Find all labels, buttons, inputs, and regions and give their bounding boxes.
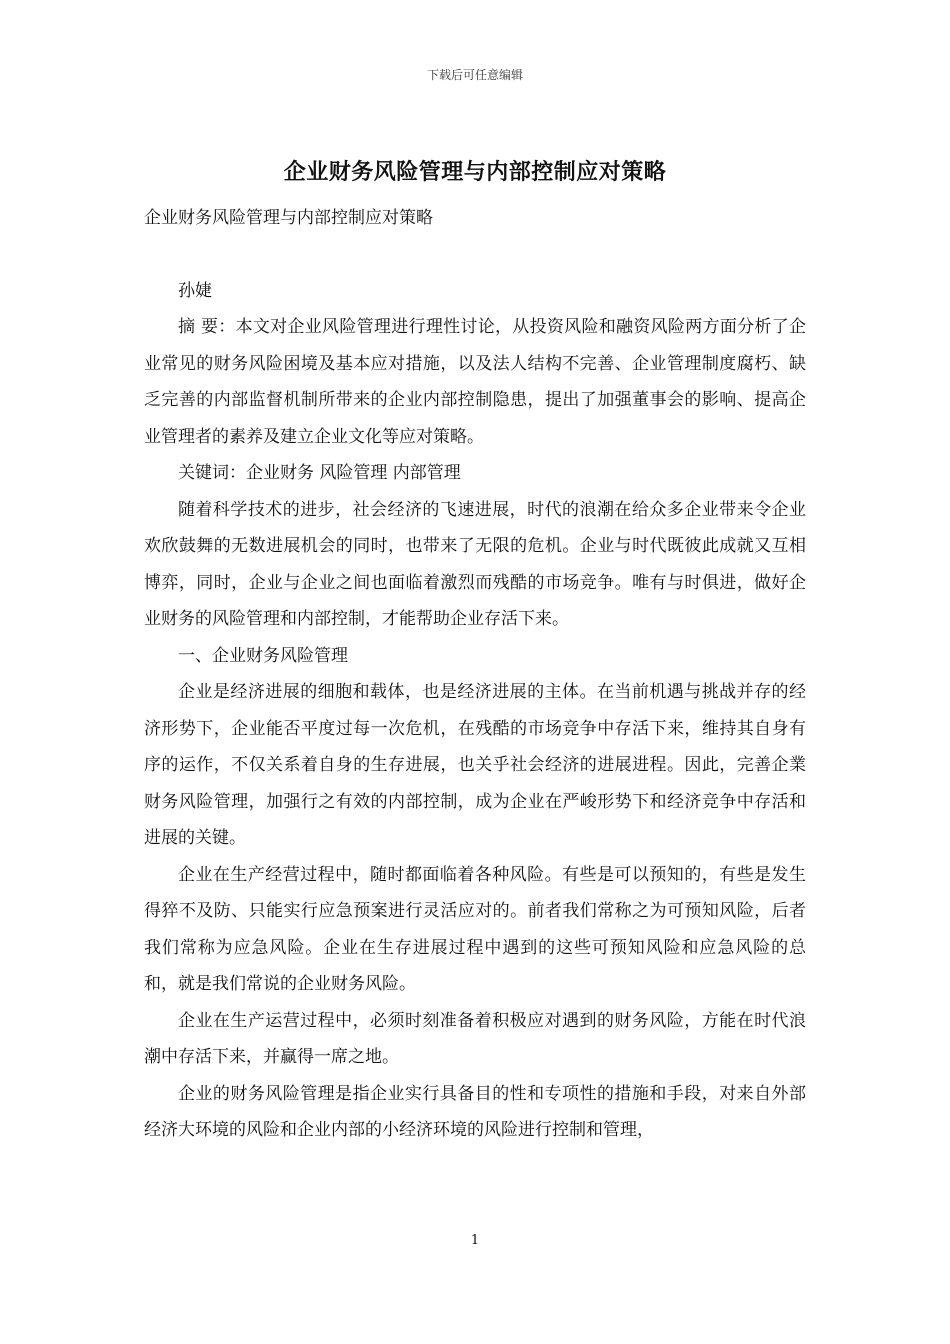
document-title: 企业财务风险管理与内部控制应对策略 [283, 159, 667, 185]
header-note: 下载后可任意编辑 [426, 68, 523, 82]
keywords-line: 关键词：企业财务 风险管理 内部管理 [178, 463, 461, 483]
blank-line [144, 237, 806, 273]
body-paragraph: 企业的财务风险管理是指企业实行具备目的性和专项性的措施和手段，对来自外部经济大环境的风险和企业内部的小经济环境的风险进行控制和管理， [144, 1083, 806, 1140]
abstract-paragraph: 摘 要：本文对企业风险管理进行理性讨论，从投资风险和融资风险两方面分析了企业常见的财务风险困境及基本应对措施，以及法人结构不完善、企业管理制度腐朽、缺乏完善的内部监督机制所带来的企业内部控制隐患，提出了加强董事会的影响、提高企业管理者的素养及建立企业文化等应对策略。 [144, 317, 806, 447]
author: 孙婕 [178, 280, 212, 301]
body-paragraph: 企业在生产运营过程中，必须时刻准备着积极应对遇到的财务风险，方能在时代浪潮中存活下来，并赢得一席之地。 [144, 1010, 806, 1067]
body-paragraph: 企业在生产经营过程中，随时都面临着各种风险。有些是可以预知的，有些是发生得猝不及防、只能实行应急预案进行灵活应对的。前者我们常称之为可预知风险，后者我们常称为应急风险。企业在生存进展过程中遇到的这些可预知风险和应急风险的总和，就是我们常说的企业财务风险。 [144, 864, 806, 994]
section-heading: 一、企业财务风险管理 [178, 645, 348, 666]
body-paragraph: 企业是经济进展的细胞和载体，也是经济进展的主体。在当前机遇与挑战并存的经济形势下，企业能否平度过每一次危机，在残酷的市场竞争中存活下来，维持其自身有序的运作，不仅关系着自身的生存进展，也关乎社会经济的进展进程。因此，完善企業财务风险管理，加强行之有效的内部控制，成为企业在严峻形势下和经济竞争中存活和进展的关键。 [144, 682, 806, 848]
page-number: 1 [470, 1233, 480, 1248]
body-paragraph: 随着科学技术的进步，社会经济的飞速进展，时代的浪潮在给众多企业带来令企业欢欣鼓舞的无数进展机会的同时，也带来了无限的危机。企业与时代既彼此成就又互相博弈，同时，企业与企业之间也面临着激烈而残酷的市场竞争。唯有与时俱进，做好企业财务的风险管理和内部控制，才能帮助企业存活下来。 [144, 499, 806, 629]
document-body [144, 200, 806, 1149]
subtitle: 企业财务风险管理与内部控制应对策略 [144, 208, 433, 228]
